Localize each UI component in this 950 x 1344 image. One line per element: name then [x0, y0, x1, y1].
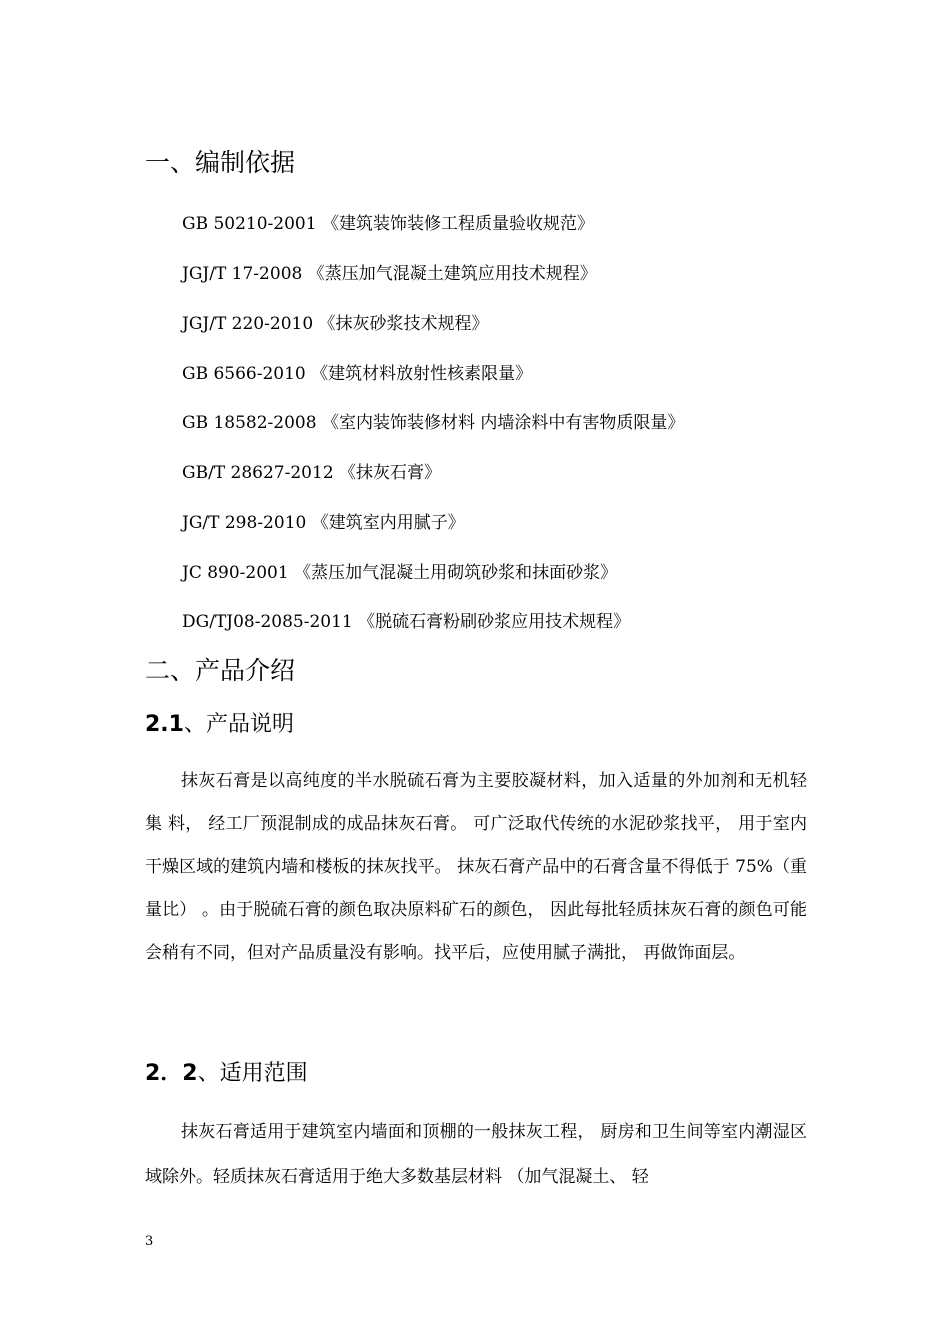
reference-item-9: DG/TJ08-2085-2011 《脱硫石膏粉刷砂浆应用技术规程》	[182, 612, 631, 632]
reference-item-7: JG/T 298-2010 《建筑室内用腻子》	[182, 513, 465, 533]
reference-item-4: GB 6566-2010 《建筑材料放射性核素限量》	[182, 364, 533, 384]
reference-item-2: JGJ/T 17-2008 《蒸压加气混凝土建筑应用技术规程》	[182, 264, 597, 284]
subsection-2-1-title: 、产品说明	[183, 712, 294, 737]
subsection-2-2-heading	[145, 1059, 308, 1089]
reference-item-6: GB/T 28627-2012 《抹灰石膏》	[182, 463, 442, 483]
application-scope-paragraph: 抹灰石膏适用于建筑室内墙面和顶棚的一般抹灰工程， 厨房和卫生间等室内潮湿区 域除外。轻质抹灰石膏适用于绝大多数基层材料 （加气混凝土、 轻	[145, 1122, 807, 1187]
subsection-2-2-title: 、适用范围	[197, 1061, 308, 1086]
subsection-2-1-number: 2.1	[145, 712, 184, 737]
page-number: 3	[145, 1234, 154, 1249]
reference-item-5: GB 18582-2008 《室内装饰装修材料 内墙涂料中有害物质限量》	[182, 413, 685, 433]
section-2-heading: 二、产品介绍	[145, 656, 296, 685]
reference-item-1: GB 50210-2001 《建筑装饰装修工程质量验收规范》	[182, 214, 594, 234]
reference-item-8: JC 890-2001 《蒸压加气混凝土用砌筑砂浆和抹面砂浆》	[182, 563, 618, 583]
subsection-2-1-heading	[145, 710, 294, 740]
reference-item-3: JGJ/T 220-2010 《抹灰砂浆技术规程》	[182, 314, 489, 334]
section-1-heading: 一、编制依据	[145, 148, 296, 177]
subsection-2-2-number: 2．2	[145, 1061, 198, 1086]
product-description-paragraph: 抹灰石膏是以高纯度的半水脱硫石膏为主要胶凝材料，加入适量的外加剂和无机轻集 料， 经工厂预混制成的成品抹灰石膏。 可广泛取代传统的水泥砂浆找平， 用于室内干燥区域的建筑内墙和楼板的抹灰找平。 抹灰石膏产品中的石膏含量不得低于 75%（重量比） 。由于脱硫石膏的颜色取决原料矿石的颜色， 因此每批轻质抹灰石膏的颜色可能会稍有不同，但对产品质量没有影响。找平后，应使用腻子满批， 再做饰面层。	[145, 771, 807, 963]
